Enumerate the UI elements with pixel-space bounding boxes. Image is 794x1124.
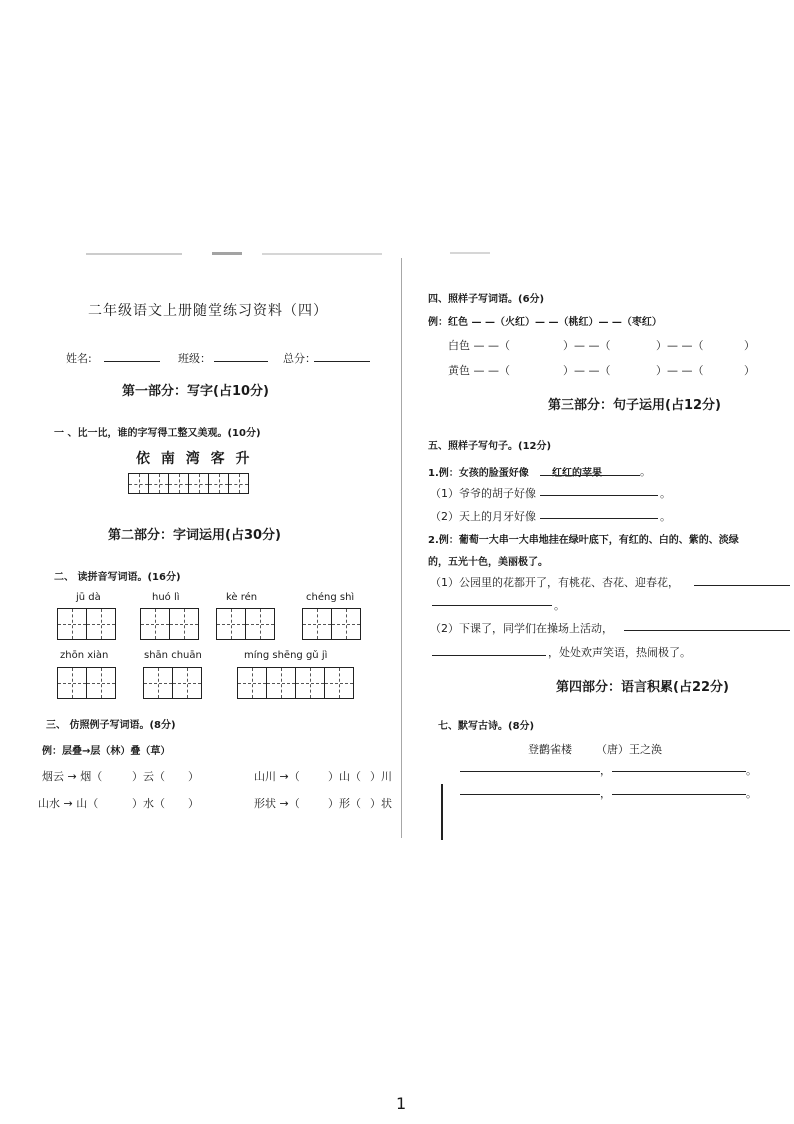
q4-row2-b[interactable]: ）— —（ xyxy=(563,364,611,377)
poem-line-1-punct: ， xyxy=(600,764,611,777)
q3-row1-b[interactable]: ）云（ xyxy=(132,770,165,783)
q4-row1-d[interactable]: ） xyxy=(744,339,755,352)
part3-heading: 第三部分：句子运用(占12分) xyxy=(548,398,721,413)
q3-row1-d: 山川 →（ xyxy=(254,770,300,783)
name-label: 姓名: xyxy=(66,352,92,365)
word-box-7[interactable] xyxy=(237,667,353,699)
q5-example2-line2: 的，五光十色，美丽极了。 xyxy=(428,557,548,568)
poem-line-2[interactable] xyxy=(612,771,746,772)
q3-row1-f[interactable]: ）川 xyxy=(370,770,392,783)
q4-row1-b[interactable]: ）— —（ xyxy=(563,339,611,352)
q3-row2-f[interactable]: ）状 xyxy=(370,797,392,810)
q2-instruction: 二、 读拼音写词语。(16分) xyxy=(54,572,181,583)
q7-instruction: 七、默写古诗。(8分) xyxy=(438,721,535,732)
pinyin-1: jū dà xyxy=(76,592,101,603)
q5-item2-end: 。 xyxy=(660,510,671,523)
q3-row2-e[interactable]: ）形（ xyxy=(328,797,361,810)
q5-item2: （2）天上的月牙好像 xyxy=(430,510,536,523)
word-box-4[interactable] xyxy=(302,608,360,640)
word-box-5[interactable] xyxy=(57,667,115,699)
page-title: 二年级语文上册随堂练习资料（四） xyxy=(88,303,328,319)
q3-example: 例：层叠→层（林）叠（草） xyxy=(42,746,171,757)
word-box-1[interactable] xyxy=(57,608,115,640)
poem-title: 登鹳雀楼 xyxy=(528,743,572,756)
q1-instruction: 一 、比一比，谁的字写得工整又美观。(10分) xyxy=(54,428,261,439)
score-label: 总分： xyxy=(283,352,316,365)
pinyin-7: míng shēng gǔ jì xyxy=(244,650,328,661)
q4-example: 例：红色 — —（火红）— —（桃红）— —（枣红） xyxy=(428,317,662,328)
q5-item3: （1）公园里的花都开了，有桃花、杏花、迎春花， xyxy=(430,576,679,589)
q5-item4-end: ，处处欢声笑语，热闹极了。 xyxy=(548,646,691,659)
q5-example1-prefix: 1.例：女孩的脸蛋好像 xyxy=(428,468,529,479)
word-box-6[interactable] xyxy=(143,667,201,699)
part4-heading: 第四部分：语言积累(占22分) xyxy=(556,680,729,695)
class-label: 班级： xyxy=(178,352,211,365)
q4-row1-a: 白色 — —（ xyxy=(448,339,510,352)
q5-item3-end: 。 xyxy=(554,599,565,612)
part2-heading: 第二部分：字词运用(占30分) xyxy=(108,528,281,543)
word-box-2[interactable] xyxy=(140,608,198,640)
q4-row2-d[interactable]: ） xyxy=(744,364,755,377)
q5-item1: （1）爷爷的胡子好像 xyxy=(430,487,536,500)
poem-line-1[interactable] xyxy=(460,771,600,772)
practice-characters: 依 南 湾 客 升 xyxy=(136,451,253,467)
q3-row2-d: 形状 →（ xyxy=(254,797,300,810)
score-field[interactable] xyxy=(314,361,370,362)
q5-example1-answer: 红红的苹果 xyxy=(552,468,602,479)
q5-item3-field-a[interactable] xyxy=(694,585,790,586)
poem-line-2-punct: 。 xyxy=(746,764,757,777)
q4-row1-c[interactable]: ）— —（ xyxy=(656,339,704,352)
q4-row2-a: 黄色 — —（ xyxy=(448,364,510,377)
q4-instruction: 四、照样子写词语。(6分) xyxy=(428,294,545,305)
q3-row1-e[interactable]: ）山（ xyxy=(328,770,361,783)
q5-instruction: 五、照样子写句子。(12分) xyxy=(428,441,552,452)
pinyin-3: kè rén xyxy=(226,592,258,603)
q4-row2-c[interactable]: ）— —（ xyxy=(656,364,704,377)
q5-example1-underline xyxy=(540,475,640,476)
page-number: 1 xyxy=(396,1094,407,1113)
q3-row2-b[interactable]: ）水（ xyxy=(132,797,165,810)
q5-item2-field[interactable] xyxy=(540,518,658,519)
poem-line-4[interactable] xyxy=(612,794,746,795)
q5-item4: （2）下课了，同学们在操场上活动， xyxy=(430,622,613,635)
pinyin-5: zhōn xiàn xyxy=(60,650,109,661)
q5-example2-line1: 2.例：葡萄一大串一大串地挂在绿叶底下，有红的、白的、紫的、淡绿 xyxy=(428,535,739,546)
q3-row2-c[interactable]: ） xyxy=(188,797,199,810)
q5-item3-field-b[interactable] xyxy=(432,605,552,606)
q5-item1-field[interactable] xyxy=(540,495,658,496)
q5-item4-field-b[interactable] xyxy=(432,655,546,656)
q3-instruction: 三、 仿照例子写词语。(8分) xyxy=(46,720,176,731)
binding-mark xyxy=(441,784,443,840)
character-writing-grid[interactable] xyxy=(128,473,248,494)
q5-example1-end: 。 xyxy=(640,465,651,478)
poem-author: （唐）王之涣 xyxy=(596,743,662,756)
poem-line-3[interactable] xyxy=(460,794,600,795)
pinyin-2: huó lì xyxy=(152,592,180,603)
poem-line-4-punct: 。 xyxy=(746,787,757,800)
part1-heading: 第一部分：写字(占10分) xyxy=(122,384,269,399)
q3-row2-a: 山水 → 山（ xyxy=(38,797,99,810)
q5-item4-field-a[interactable] xyxy=(624,630,790,631)
class-field[interactable] xyxy=(214,361,268,362)
name-field[interactable] xyxy=(104,361,160,362)
pinyin-4: chéng shì xyxy=(306,592,355,603)
poem-line-3-punct: ， xyxy=(600,787,611,800)
q3-row1-a: 烟云 → 烟（ xyxy=(42,770,103,783)
word-box-3[interactable] xyxy=(216,608,274,640)
q5-item1-end: 。 xyxy=(660,487,671,500)
column-divider xyxy=(401,258,402,838)
q3-row1-c[interactable]: ） xyxy=(188,770,199,783)
pinyin-6: shān chuān xyxy=(144,650,202,661)
